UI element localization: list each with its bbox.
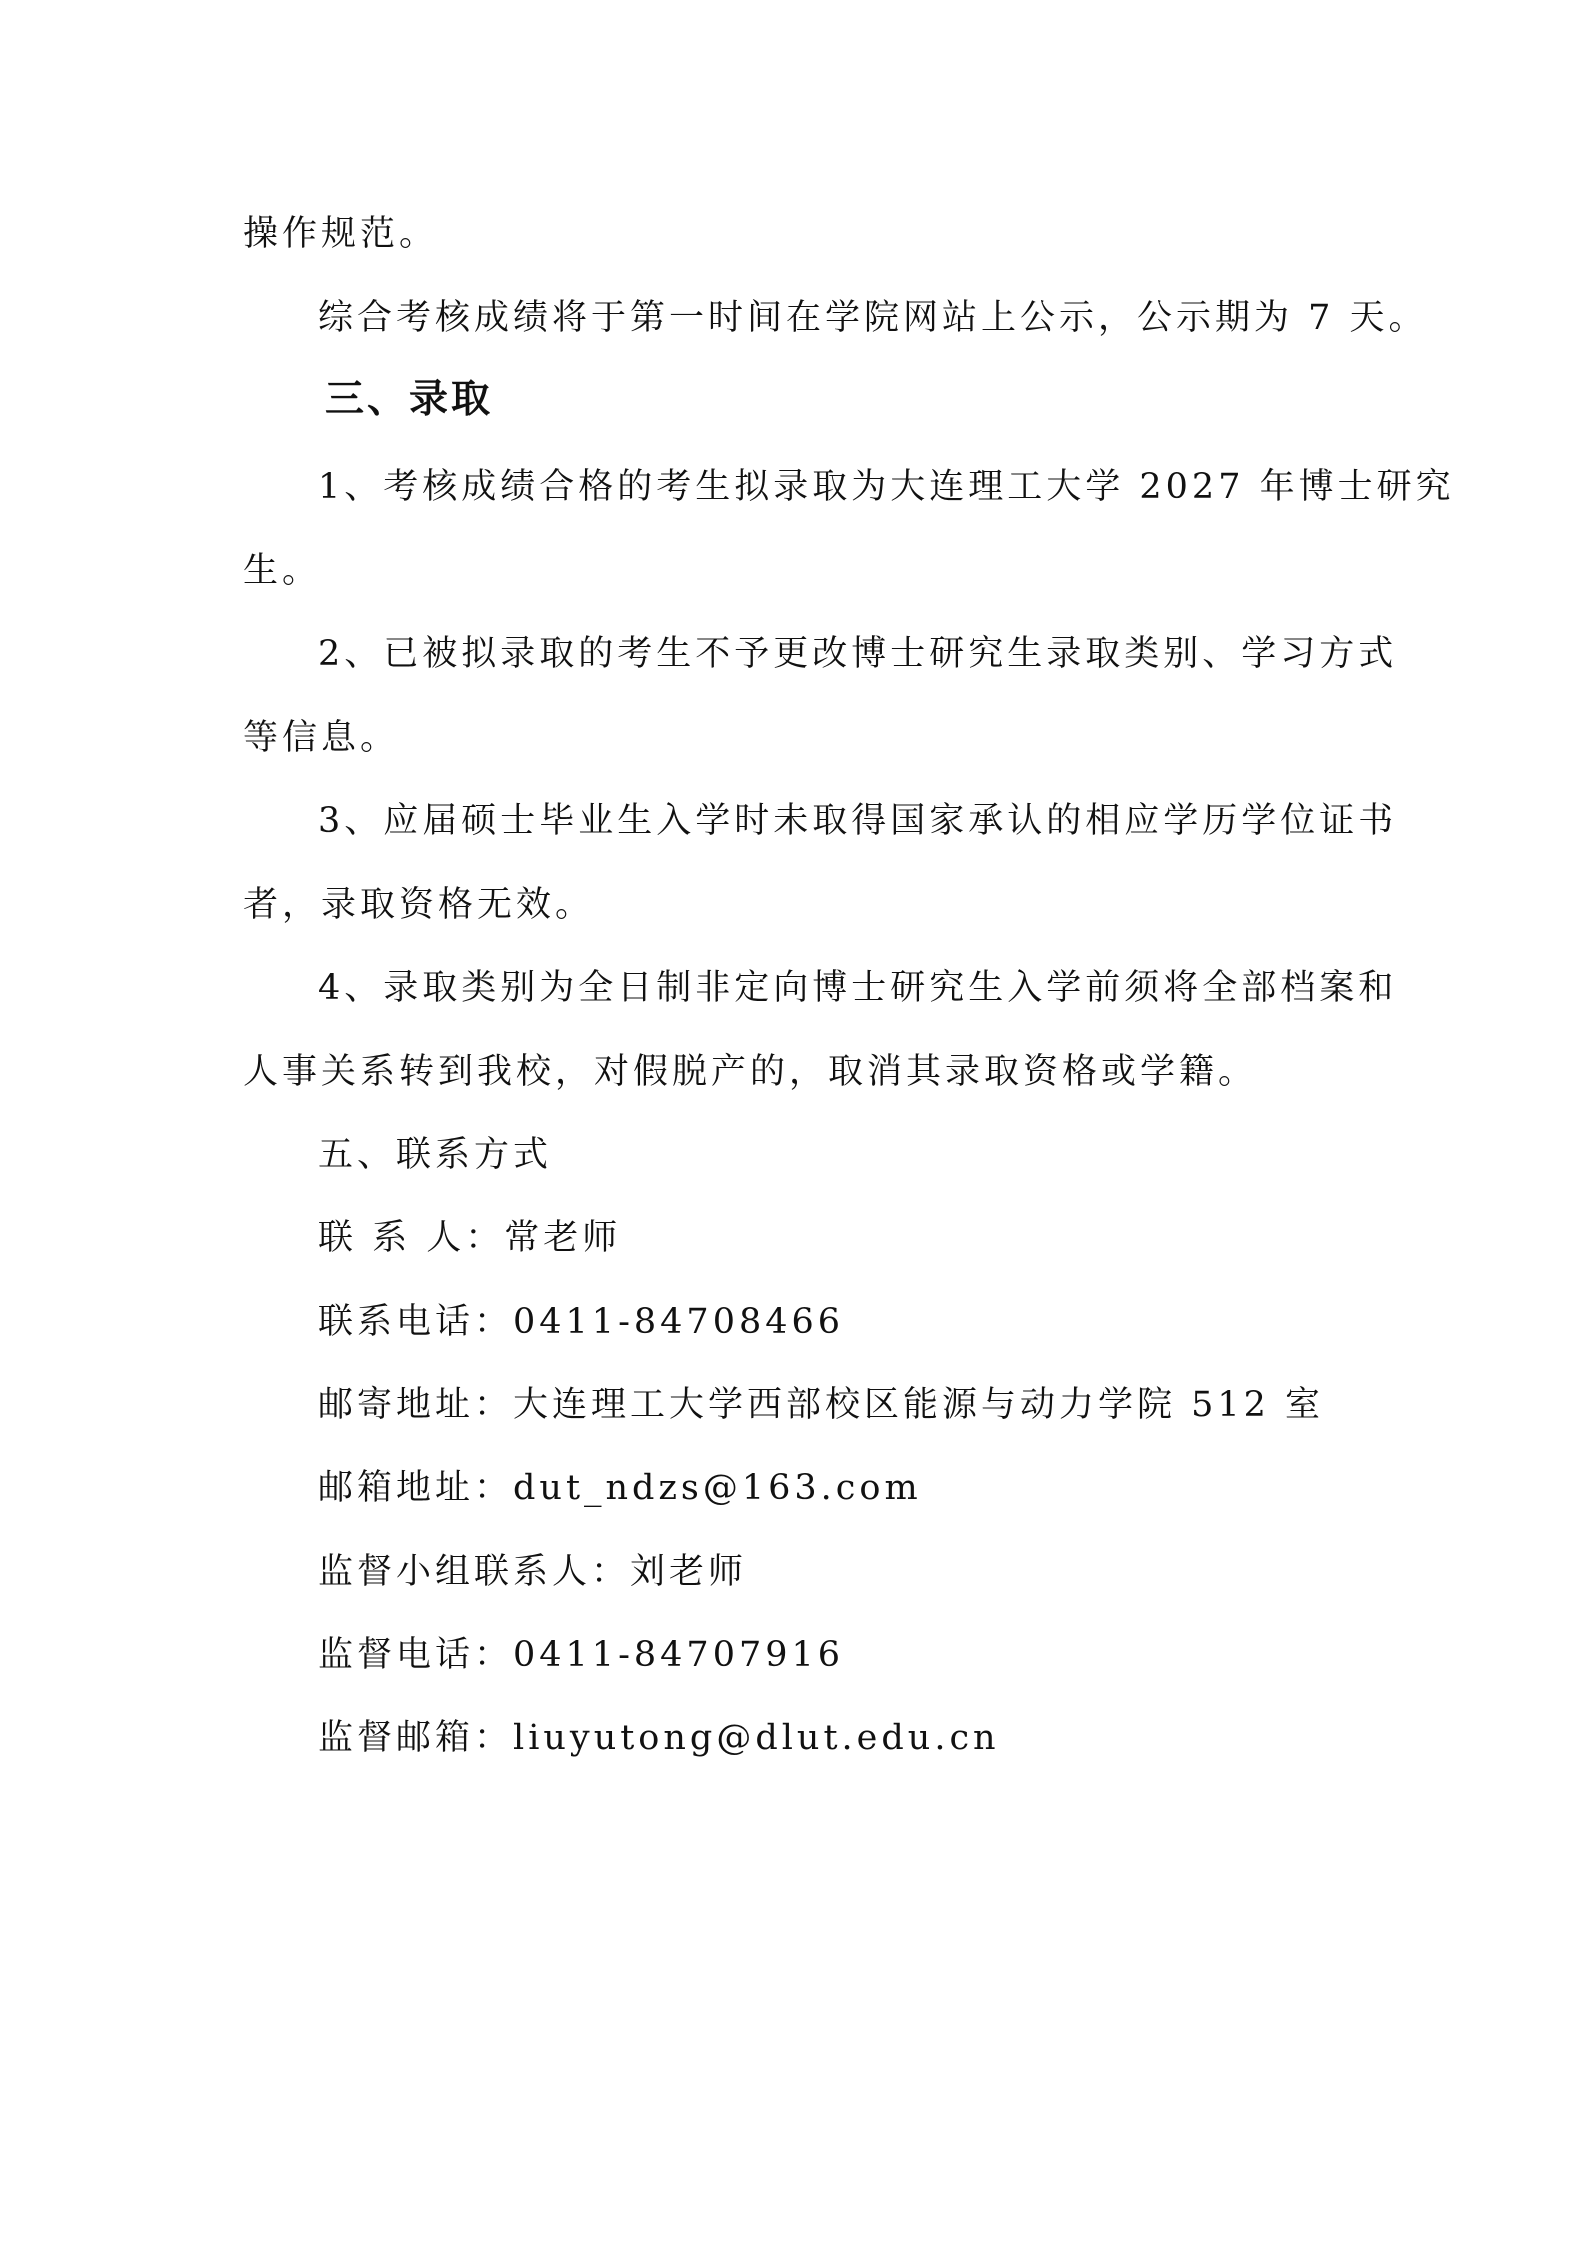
paragraph-continuation: 操作规范。 <box>243 214 439 254</box>
contact-phone: 联系电话：0411-84708466 <box>318 1302 845 1342</box>
admission-item-4-line1: 4、录取类别为全日制非定向博士研究生入学前须将全部档案和 <box>318 968 1398 1008</box>
supervisor-contact: 监督小组联系人：刘老师 <box>318 1552 748 1592</box>
admission-item-2-line1: 2、已被拟录取的考生不予更改博士研究生录取类别、学习方式 <box>318 634 1398 674</box>
admission-item-1-line1: 1、考核成绩合格的考生拟录取为大连理工大学 2027 年博士研究 <box>318 467 1455 507</box>
contact-email: 邮箱地址：dut_ndzs@163.com <box>318 1468 922 1508</box>
mailing-address: 邮寄地址：大连理工大学西部校区能源与动力学院 512 室 <box>318 1385 1325 1425</box>
admission-item-3-line1: 3、应届硕士毕业生入学时未取得国家承认的相应学历学位证书 <box>318 801 1398 841</box>
contact-person: 联 系 人：常老师 <box>318 1218 622 1258</box>
admission-item-3-line2: 者，录取资格无效。 <box>243 885 595 925</box>
paragraph-publicity: 综合考核成绩将于第一时间在学院网站上公示，公示期为 7 天。 <box>318 298 1428 338</box>
section-heading-contact: 五、联系方式 <box>318 1135 553 1175</box>
supervisor-phone: 监督电话：0411-84707916 <box>318 1635 845 1675</box>
admission-item-2-line2: 等信息。 <box>243 718 400 758</box>
supervisor-email: 监督邮箱：liuyutong@dlut.edu.cn <box>318 1718 1000 1758</box>
admission-item-4-line2: 人事关系转到我校，对假脱产的，取消其录取资格或学籍。 <box>243 1052 1258 1092</box>
section-heading-admission: 三、录取 <box>325 377 494 422</box>
admission-item-1-line2: 生。 <box>243 551 322 591</box>
